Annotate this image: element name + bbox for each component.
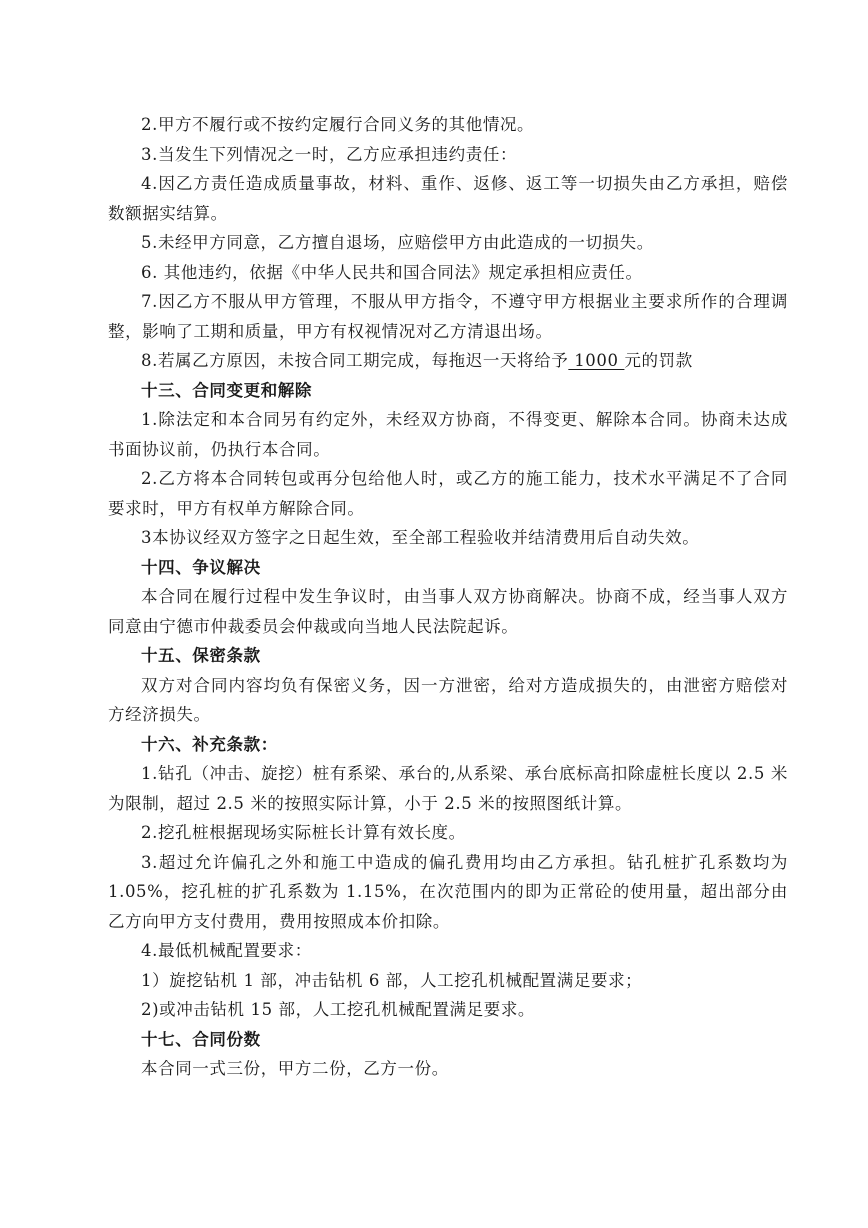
penalty-clause bbox=[108, 346, 788, 376]
clause-text: 2.乙方将本合同转包或再分包给他人时，或乙方的施工能力，技术水平满足不了合同要求时，甲方有权单方解除合同。 bbox=[108, 469, 788, 518]
clause-text: 4.因乙方责任造成质量事故，材料、重作、返修、返工等一切损失由乙方承担，赔偿数额据实结算。 bbox=[108, 174, 788, 223]
clause-text: 1.钻孔（冲击、旋挖）桩有系梁、承台的,从系梁、承台底标高扣除虚桩长度以 2.5 米为限制，超过 2.5 米的按照实际计算，小于 2.5 米的按照图纸计算。 bbox=[108, 764, 788, 813]
penalty-text-after: 元的罚款 bbox=[624, 351, 693, 370]
clause-text: 4.最低机械配置要求： bbox=[141, 941, 312, 960]
section-heading: 十四、争议解决 bbox=[141, 557, 261, 577]
clause-text: 3.超过允许偏孔之外和施工中造成的偏孔费用均由乙方承担。钻孔桩扩孔系数均为 1.05%，挖孔桩的扩孔系数为 1.15%，在次范围内的即为正常砼的使用量，超出部分由乙方向甲方支付费用，费用按照成本价扣除。 bbox=[108, 852, 788, 931]
section-heading: 十六、补充条款： bbox=[141, 734, 278, 754]
clause-text: 3.当发生下列情况之一时，乙方应承担违约责任： bbox=[141, 144, 518, 164]
section-heading: 十五、保密条款 bbox=[141, 646, 261, 665]
penalty-text-before: 8.若属乙方原因，未按合同工期完成，每拖迟一天将给予 bbox=[141, 351, 569, 370]
clause-text: 2.甲方不履行或不按约定履行合同义务的其他情况。 bbox=[141, 115, 535, 134]
clause-text: 2.挖孔桩根据现场实际桩长计算有效长度。 bbox=[141, 823, 466, 842]
clause-text: 1.除法定和本合同另有约定外，未经双方协商，不得变更、解除本合同。协商未达成书面协议前，仍执行本合同。 bbox=[108, 410, 788, 459]
penalty-amount: 1000 bbox=[568, 351, 625, 370]
clause-text: 双方对合同内容均负有保密义务，因一方泄密，给对方造成损失的，由泄密方赔偿对方经济损失。 bbox=[108, 675, 788, 724]
clause-text: 5.未经甲方同意，乙方擅自退场，应赔偿甲方由此造成的一切损失。 bbox=[141, 233, 654, 252]
contract-body bbox=[108, 110, 788, 1084]
section-heading: 十七、合同份数 bbox=[141, 1029, 261, 1049]
clause-text: 2)或冲击钻机 15 部，人工挖孔机械配置满足要求。 bbox=[141, 1000, 536, 1019]
clause-text: 本合同在履行过程中发生争议时，由当事人双方协商解决。协商不成，经当事人双方同意由宁德市仲裁委员会仲裁或向当地人民法院起诉。 bbox=[108, 587, 788, 636]
clause-text: 3本协议经双方签字之日起生效，至全部工程验收并结清费用后自动失效。 bbox=[141, 528, 700, 547]
section-heading: 十三、合同变更和解除 bbox=[141, 380, 312, 400]
clause-text: 7.因乙方不服从甲方管理，不服从甲方指令，不遵守甲方根据业主要求所作的合理调整，影响了工期和质量，甲方有权视情况对乙方清退出场。 bbox=[108, 292, 788, 341]
clause-text: 1）旋挖钻机 1 部，冲击钻机 6 部，人工挖孔机械配置满足要求； bbox=[141, 970, 643, 990]
clause-text: 6. 其他违约，依据《中华人民共和国合同法》规定承担相应责任。 bbox=[141, 262, 643, 282]
clause-text: 本合同一式三份，甲方二份，乙方一份。 bbox=[141, 1059, 449, 1078]
